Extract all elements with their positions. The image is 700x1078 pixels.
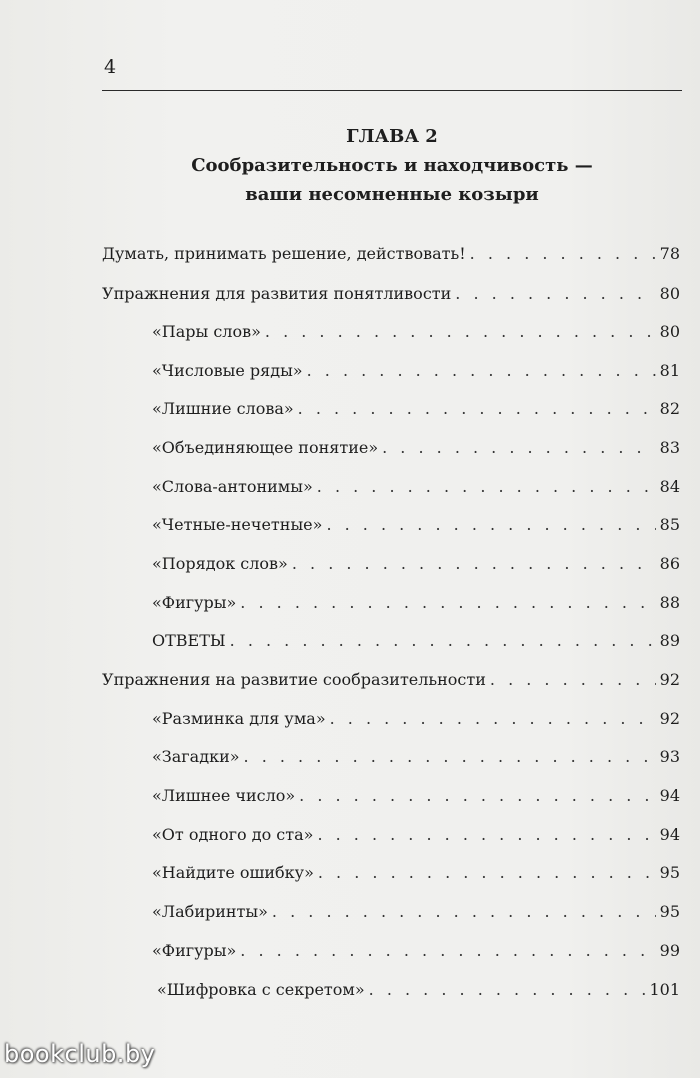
dot-leader xyxy=(299,786,655,805)
toc-entry-title: ОТВЕТЫ xyxy=(152,631,226,650)
dot-leader xyxy=(240,593,655,612)
toc-entry-page: 92 xyxy=(659,709,680,728)
chapter-label: ГЛАВА 2 xyxy=(346,126,438,147)
dot-leader xyxy=(307,361,656,380)
toc-entry-page: 82 xyxy=(659,399,680,418)
dot-leader xyxy=(317,825,655,844)
toc-entry-page: 95 xyxy=(659,902,680,921)
toc-entry-page: 84 xyxy=(659,477,680,496)
toc-entry-title: «Шифровка с секретом» xyxy=(157,980,365,999)
toc-entry-page: 94 xyxy=(659,786,680,805)
page-number: 4 xyxy=(104,56,117,78)
toc-entry-title: «Пары слов» xyxy=(152,322,261,341)
dot-leader xyxy=(240,941,655,960)
site-watermark: bookclub.by xyxy=(4,1040,156,1068)
toc-subentry xyxy=(152,399,680,423)
toc-entry-title: «Фигуры» xyxy=(152,941,237,960)
dot-leader xyxy=(326,515,655,534)
chapter-title-line-1: Сообразительность и находчивость — xyxy=(191,155,593,176)
toc-entry-title: «Загадки» xyxy=(152,747,240,766)
dot-leader xyxy=(455,284,655,303)
dot-leader xyxy=(272,902,656,921)
toc-entry-page: 88 xyxy=(659,593,680,612)
toc-entry-page: 89 xyxy=(659,631,680,650)
dot-leader xyxy=(330,709,656,728)
toc-entry-title: «Разминка для ума» xyxy=(152,709,326,728)
dot-leader xyxy=(318,863,656,882)
toc-entry-page: 80 xyxy=(659,284,680,303)
toc-entry-title: Упражнения на развитие сообразительности xyxy=(102,670,486,689)
dot-leader xyxy=(298,399,656,418)
toc-subentry xyxy=(152,941,680,965)
toc-subentry xyxy=(152,863,680,887)
toc-entry-title: «Слова-антонимы» xyxy=(152,477,313,496)
toc-subentry xyxy=(152,438,680,462)
dot-leader xyxy=(230,631,656,650)
dot-leader xyxy=(490,670,656,689)
toc-subentry xyxy=(152,593,680,617)
dot-leader xyxy=(292,554,656,573)
toc-entry-page: 85 xyxy=(659,515,680,534)
dot-leader xyxy=(244,747,656,766)
toc-entry-title: «Лишние слова» xyxy=(152,399,294,418)
toc-subentry xyxy=(152,361,680,385)
toc-subentry xyxy=(152,554,680,578)
toc-subentry xyxy=(152,902,680,926)
toc-entry xyxy=(102,670,680,694)
toc-entry-title: «Найдите ошибку» xyxy=(152,863,314,882)
toc-entry-page: 83 xyxy=(659,438,680,457)
toc-subentry xyxy=(152,747,680,771)
toc-entry-page: 99 xyxy=(659,941,680,960)
toc-entry-page: 94 xyxy=(659,825,680,844)
toc-subentry xyxy=(152,709,680,733)
toc-entry-page: 86 xyxy=(659,554,680,573)
toc-subentry xyxy=(152,631,680,655)
toc-entry xyxy=(102,284,680,308)
toc-entry-title: Упражнения для развития понятливости xyxy=(102,284,452,303)
toc-entry-page: 93 xyxy=(659,747,680,766)
dot-leader xyxy=(317,477,656,496)
toc-entry-title: «Фигуры» xyxy=(152,593,237,612)
toc-entry-title: «Порядок слов» xyxy=(152,554,288,573)
toc-entry-title: Думать, принимать решение, действовать! xyxy=(102,244,466,263)
toc-entry-title: «Лабиринты» xyxy=(152,902,268,921)
toc-entry xyxy=(102,244,680,268)
dot-leader xyxy=(265,322,656,341)
toc-subentry xyxy=(152,786,680,810)
toc-entry-page: 95 xyxy=(659,863,680,882)
toc-subentry xyxy=(152,515,680,539)
toc-subentry xyxy=(152,322,680,346)
toc-entry-page: 92 xyxy=(659,670,680,689)
toc-entry-title: «Объединяющее понятие» xyxy=(152,438,379,457)
toc-entry-title: «Лишнее число» xyxy=(152,786,296,805)
dot-leader xyxy=(470,244,656,263)
toc-entry-title: «От одного до ста» xyxy=(152,825,314,844)
toc-subentry xyxy=(152,477,680,501)
toc-entry-page: 80 xyxy=(659,322,680,341)
toc-entry-title: «Четные-нечетные» xyxy=(152,515,323,534)
toc-entry-page: 81 xyxy=(659,361,680,380)
toc-entry-page: 78 xyxy=(659,244,680,263)
toc-subentry xyxy=(152,825,680,849)
dot-leader xyxy=(369,980,646,999)
chapter-title-line-2: ваши несомненные козыри xyxy=(245,184,539,205)
toc-subentry xyxy=(157,980,680,1004)
dot-leader xyxy=(382,438,656,457)
toc-entry-title: «Числовые ряды» xyxy=(152,361,303,380)
toc-entry-page: 101 xyxy=(649,980,680,999)
